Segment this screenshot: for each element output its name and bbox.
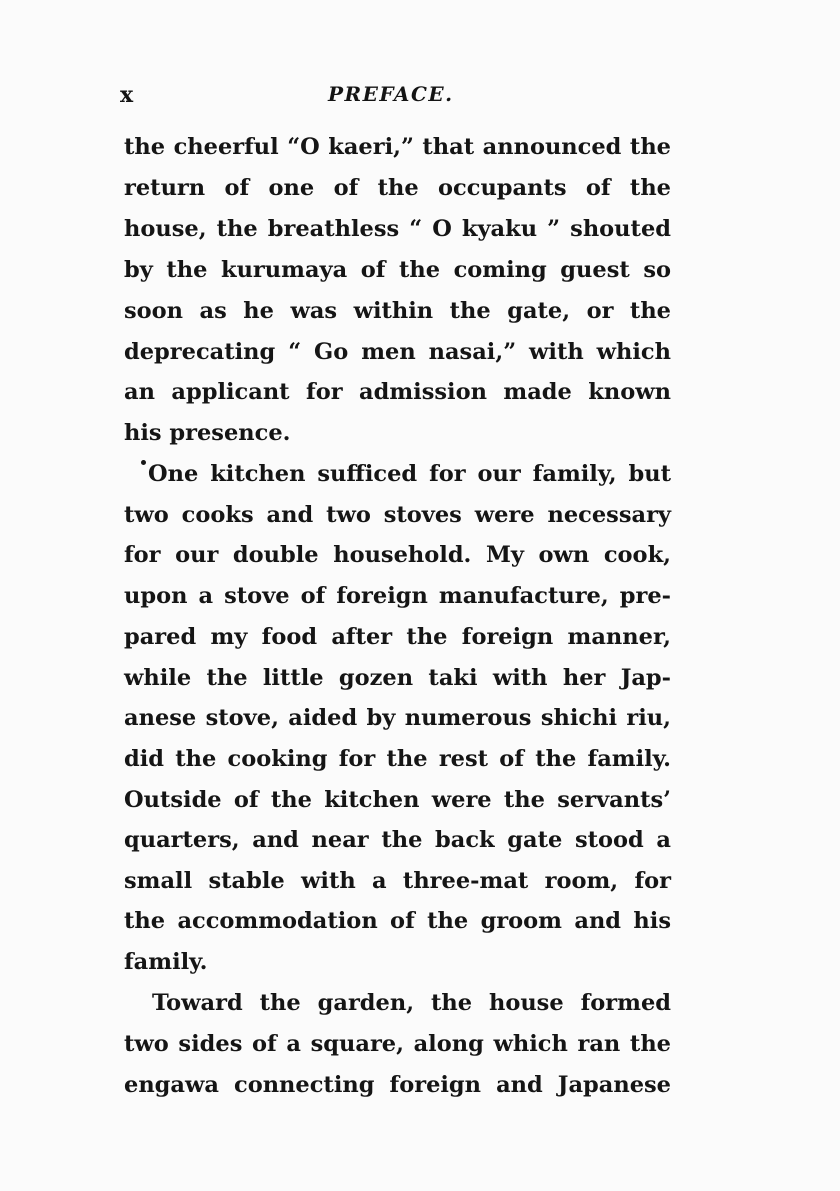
text-line: anese stove, aided by numerous shichi riu, [124,705,671,731]
text-line: an applicant for admission made known [124,379,671,405]
text-line: quarters, and near the back gate stood a [124,827,671,853]
text-line: engawa connecting foreign and Japanese [124,1072,671,1098]
page-number: x [120,82,134,108]
running-head: PREFACE. [328,82,454,106]
text-line: family. [124,949,208,975]
text-line: pared my food after the foreign manner, [124,624,671,650]
text-line: the accommodation of the groom and his [124,908,671,934]
text-line: house, the breathless “ O kyaku ” shouted [124,216,671,242]
page-header [118,82,678,112]
text-line: by the kurumaya of the coming guest so [124,257,671,283]
text-line: return of one of the occupants of the [124,175,671,201]
text-line: for our double household. My own cook, [124,542,671,568]
text-line: soon as he was within the gate, or the [124,298,671,324]
text-line: deprecating “ Go men nasai,” with which [124,339,671,365]
paragraph-start-line: Toward the garden, the house formed [152,990,671,1016]
print-speck [141,460,146,465]
paragraph-start-line: One kitchen sufficed for our family, but [148,461,671,487]
text-line: two cooks and two stoves were necessary [124,502,671,528]
text-line: Outside of the kitchen were the servants’ [124,787,671,813]
text-line: his presence. [124,420,291,446]
text-line: the cheerful “O kaeri,” that announced the [124,134,671,160]
text-line: upon a stove of foreign manufacture, pre- [124,583,671,609]
text-line: did the cooking for the rest of the family. [124,746,671,772]
text-line: small stable with a three-mat room, for [124,868,671,894]
text-line: two sides of a square, along which ran the [124,1031,671,1057]
text-line: while the little gozen taki with her Jap- [124,665,671,691]
